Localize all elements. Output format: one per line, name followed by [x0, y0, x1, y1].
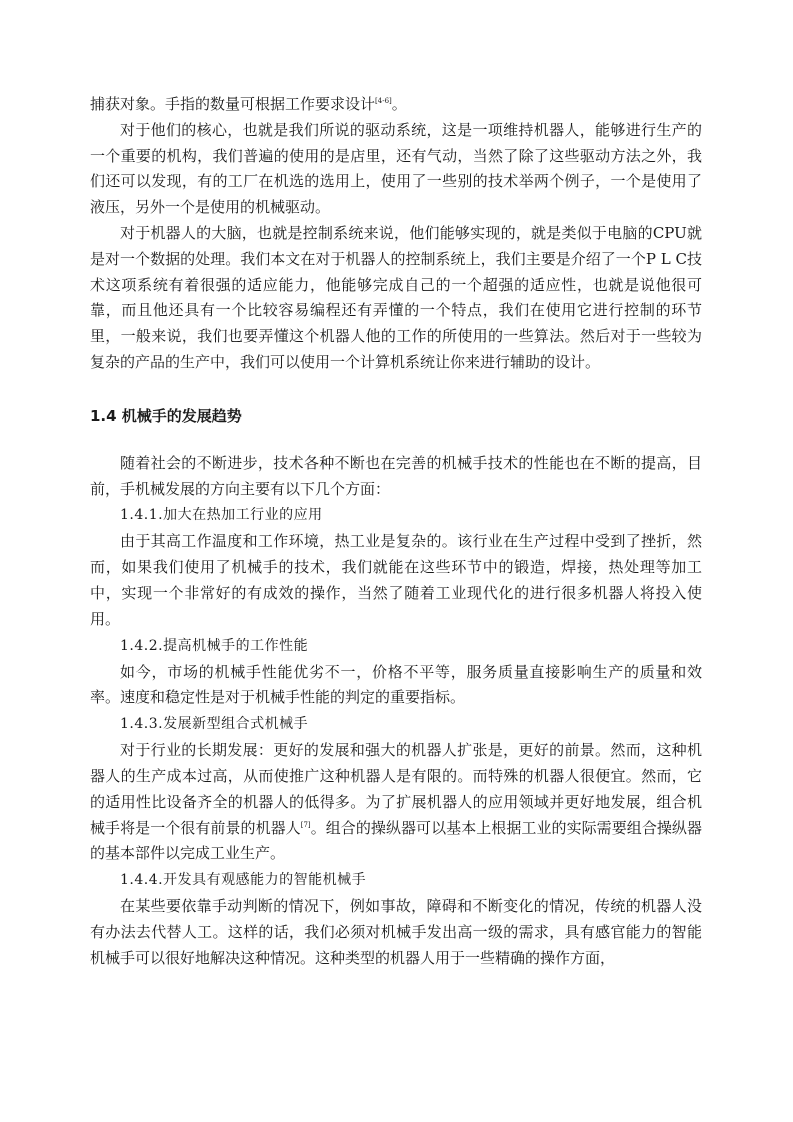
- paragraph-drive-system: 对于他们的核心，也就是我们所说的驱动系统，这是一项维持机器人，能够进行生产的一个重要的机构，我们普遍的使用的是店里，还有气动，当然了除了这些驱动方法之外，我们还可以发现，有的工厂在机选的选用上，使用了一些别的技术举两个例子，一个是使用了液压，另外一个是使用的机械驱动。: [90, 120, 702, 217]
- paragraph-text: 对于行业的长期发展：更好的发展和强大的机器人扩张是，更好的前景。然而，这种机器人的生产成本过高，从而使推广这种机器人是有限的。而特殊的机器人很便宜。然而，它的适用性比设备齐全的机器人的低得多。为了扩展机器人的应用领域并更好地发展，组合机械手将是一个很有前景的机器人: [90, 741, 702, 837]
- paragraph-section-intro: 随着社会的不断进步，技术各种不断也在完善的机械手技术的性能也在不断的提高，目前，手机械发展的方向主要有以下几个方面：: [90, 453, 702, 498]
- subsection-heading-4: 1.4.4.开发具有观感能力的智能机械手: [120, 872, 367, 889]
- paragraph-punct: 。: [391, 95, 407, 113]
- citation-ref: [4-6]: [375, 97, 392, 105]
- subsection-heading-1: 1.4.1.加大在热加工行业的应用: [120, 507, 323, 524]
- paragraph-control-system: 对于机器人的大脑，也就是控制系统来说，他们能够实现的，就是类似于电脑的CPU就是对一个数据的处理。我们本文在对于机器人的控制系统上，我们主要是介绍了一个P L C技术这项系统有着很强的适应能力，他能够完成自己的一个超强的适应性，也就是说他很可靠，而且他还具有一个比较容易编程还有弄懂的一个特点，我们在使用它进行控制的环节里，一般来说，我们也要弄懂这个机器人他的工作的所使用的一些算法。然后对于一些较为复杂的产品的生产中，我们可以使用一个计算机系统让你来进行辅助的设计。: [90, 223, 702, 371]
- section-heading: 1.4 机械手的发展趋势: [90, 406, 242, 425]
- paragraph-capture-object: [90, 92, 702, 118]
- document-page: [90, 92, 702, 972]
- paragraph-modular-manipulator: [90, 738, 702, 867]
- subsection-heading-3: 1.4.3.发展新型组合式机械手: [120, 716, 309, 733]
- paragraph-text: 。组合的操纵器可以基本上根据工业的实际需要组合操纵器的基本部件以完成工业生产。: [90, 818, 702, 863]
- paragraph-hot-processing: 由于其高工作温度和工作环境，热工业是复杂的。该行业在生产过程中受到了挫折，然而，如果我们使用了机械手的技术，我们就能在这些环节中的锻造，焊接，热处理等加工中，实现一个非常好的有成效的操作，当然了随着工业现代化的进行很多机器人将投入使用。: [90, 532, 702, 628]
- subsection-heading-2: 1.4.2.提高机械手的工作性能: [120, 637, 309, 654]
- paragraph-performance: 如今，市场的机械手性能优劣不一，价格不平等，服务质量直接影响生产的质量和效率。速度和稳定性是对于机械手性能的判定的重要指标。: [90, 662, 702, 707]
- paragraph-text: 捕获对象。手指的数量可根据工作要求设计: [90, 95, 376, 113]
- citation-ref: [7]: [300, 820, 311, 829]
- paragraph-intelligent-manipulator: 在某些要依靠手动判断的情况下，例如事故，障碍和不断变化的情况，传统的机器人没有办法去代替人工。这样的话，我们必须对机械手发出高一级的需求，具有感官能力的智能机械手可以很好地解决这种情况。这种类型的机器人用于一些精确的操作方面，: [90, 897, 702, 967]
